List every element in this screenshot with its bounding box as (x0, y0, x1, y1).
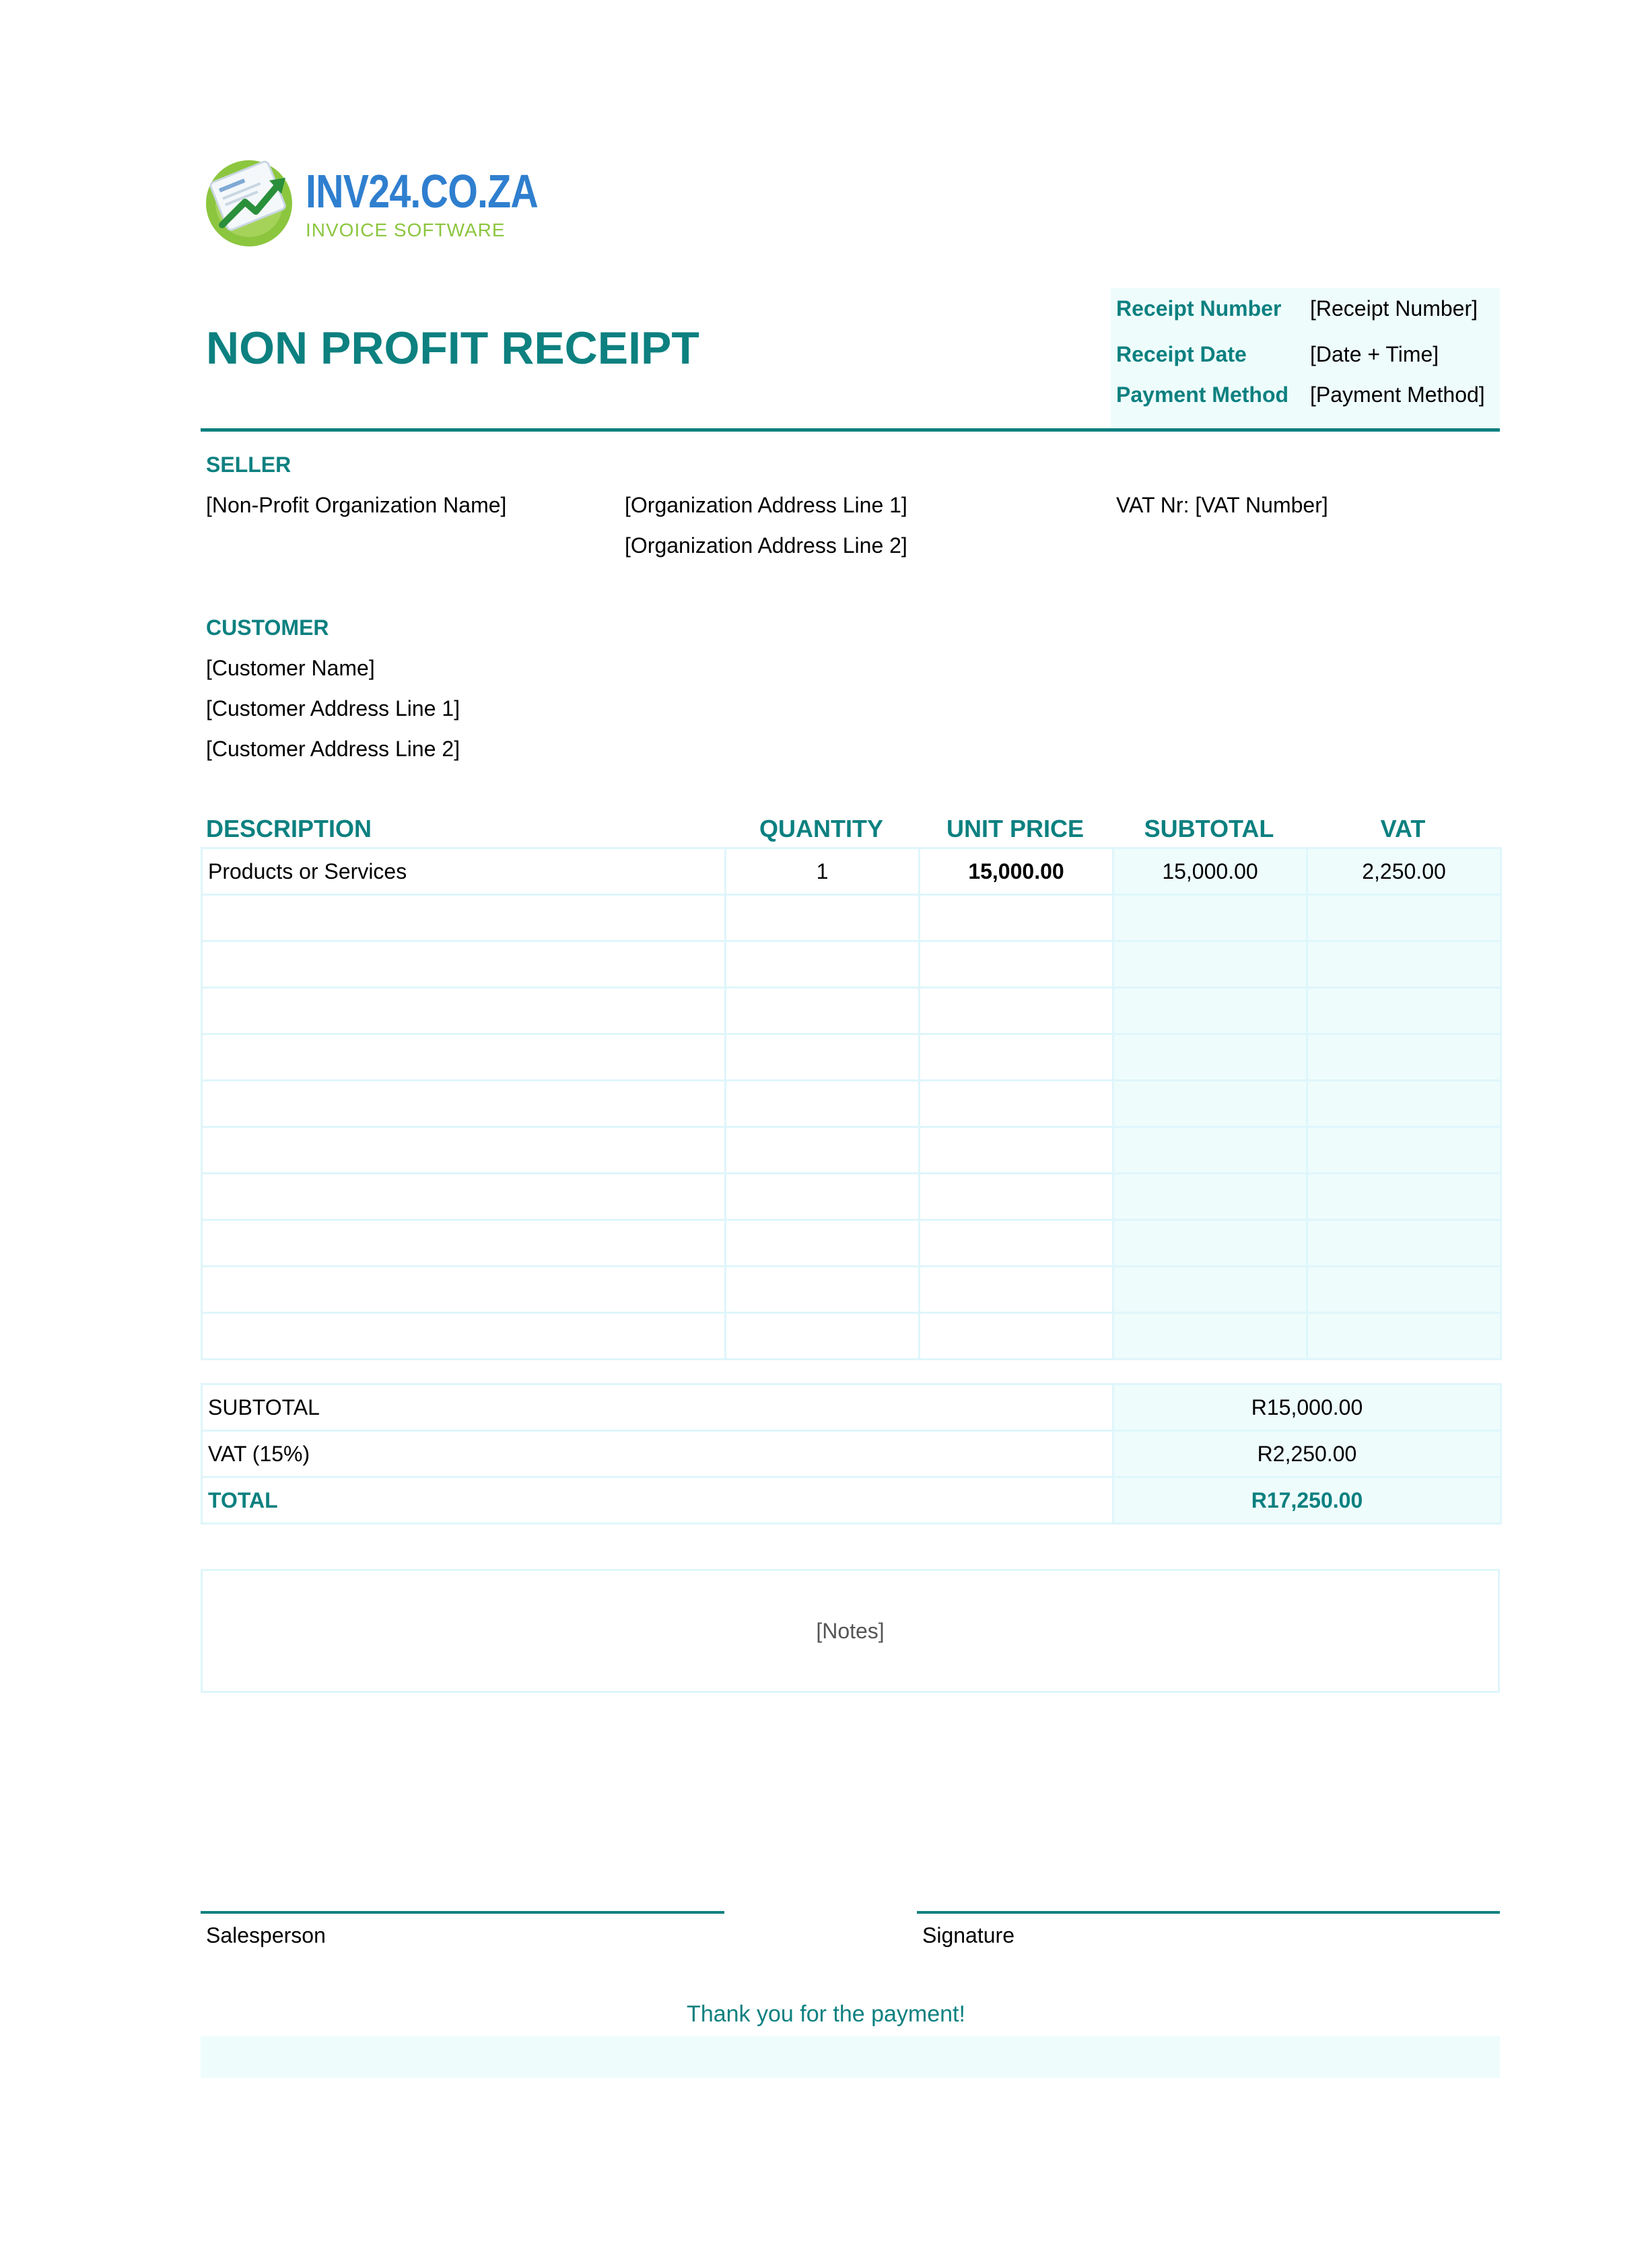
cell-subtotal: 15,000.00 (1113, 848, 1307, 895)
cell-unit-price (920, 988, 1113, 1034)
cell-subtotal (1113, 1313, 1307, 1360)
cell-unit-price (920, 1267, 1113, 1313)
cell-subtotal (1113, 988, 1307, 1034)
cell-unit-price (920, 1220, 1113, 1267)
cell-vat: 2,250.00 (1307, 848, 1501, 895)
cell-vat (1307, 1313, 1501, 1360)
logo-emblem-icon (202, 155, 296, 249)
meta-label: Receipt Number (1116, 296, 1282, 321)
total-row (202, 1477, 1501, 1524)
table-row (202, 1267, 1501, 1313)
cell-quantity (726, 1081, 920, 1127)
table-row (202, 941, 1501, 988)
cell-quantity (726, 1127, 920, 1174)
meta-value: [Receipt Number] (1310, 296, 1478, 321)
notes-text: [Notes] (816, 1618, 885, 1643)
col-header-description: DESCRIPTION (206, 815, 372, 842)
table-row (202, 895, 1501, 941)
cell-subtotal (1113, 1174, 1307, 1220)
cell-description (202, 941, 726, 988)
cell-vat (1307, 1220, 1501, 1267)
table-row (202, 988, 1501, 1034)
meta-value: [Date + Time] (1310, 342, 1439, 366)
cell-description (202, 895, 726, 941)
items-table (201, 847, 1502, 1360)
cell-subtotal (1113, 941, 1307, 988)
col-header-subtotal: SUBTOTAL (1144, 815, 1274, 842)
table-row (202, 1127, 1501, 1174)
subtotal-amount: R15,000.00 (1113, 1384, 1501, 1431)
cell-unit-price (920, 1174, 1113, 1220)
cell-description (202, 1220, 726, 1267)
seller-heading: SELLER (206, 453, 291, 477)
notes-box[interactable] (201, 1569, 1500, 1693)
cell-description (202, 1127, 726, 1174)
subtotal-row (202, 1384, 1501, 1431)
cell-subtotal (1113, 895, 1307, 941)
cell-subtotal (1113, 1081, 1307, 1127)
cell-quantity: 1 (726, 848, 920, 895)
receipt-meta-box (1111, 288, 1500, 428)
seller-address-line2: [Organization Address Line 2] (625, 533, 907, 558)
table-row (202, 1174, 1501, 1220)
cell-description: Products or Services (202, 848, 726, 895)
col-header-vat: VAT (1380, 815, 1426, 842)
cell-unit-price (920, 1081, 1113, 1127)
cell-quantity (726, 1034, 920, 1081)
cell-quantity (726, 941, 920, 988)
cell-vat (1307, 988, 1501, 1034)
cell-quantity (726, 1220, 920, 1267)
salesperson-label: Salesperson (206, 1923, 326, 1947)
cell-subtotal (1113, 1267, 1307, 1313)
cell-subtotal (1113, 1220, 1307, 1267)
cell-quantity (726, 988, 920, 1034)
logo-tagline: INVOICE SOFTWARE (306, 220, 506, 240)
cell-subtotal (1113, 1127, 1307, 1174)
page-title: NON PROFIT RECEIPT (206, 323, 699, 374)
meta-label: Receipt Date (1116, 342, 1247, 366)
salesperson-signature-line (201, 1911, 724, 1914)
cell-quantity (726, 895, 920, 941)
cell-description (202, 1081, 726, 1127)
vat-amount: R2,250.00 (1113, 1431, 1501, 1477)
cell-description (202, 1174, 726, 1220)
company-logo (202, 155, 539, 249)
customer-name: [Customer Name] (206, 656, 375, 680)
subtotal-label: SUBTOTAL (202, 1384, 1113, 1431)
footer-band (201, 2036, 1500, 2078)
seller-vat-number: VAT Nr: [VAT Number] (1116, 493, 1328, 517)
table-row (202, 1034, 1501, 1081)
meta-label: Payment Method (1116, 382, 1289, 407)
cell-description (202, 1034, 726, 1081)
cell-description (202, 988, 726, 1034)
cell-subtotal (1113, 1034, 1307, 1081)
cell-unit-price (920, 1313, 1113, 1360)
signature-line (917, 1911, 1500, 1914)
cell-vat (1307, 1081, 1501, 1127)
cell-vat (1307, 1174, 1501, 1220)
cell-vat (1307, 1267, 1501, 1313)
logo-brand-text: INV24.CO.ZA (306, 165, 539, 217)
cell-unit-price (920, 941, 1113, 988)
cell-quantity (726, 1267, 920, 1313)
cell-description (202, 1313, 726, 1360)
vat-row (202, 1431, 1501, 1477)
cell-unit-price (920, 895, 1113, 941)
total-label: TOTAL (202, 1477, 1113, 1524)
cell-quantity (726, 1313, 920, 1360)
seller-address-line1: [Organization Address Line 1] (625, 493, 907, 517)
cell-vat (1307, 1127, 1501, 1174)
cell-unit-price (920, 1127, 1113, 1174)
table-row (202, 1313, 1501, 1360)
totals-table (201, 1383, 1502, 1525)
cell-description (202, 1267, 726, 1313)
cell-vat (1307, 1034, 1501, 1081)
total-amount: R17,250.00 (1113, 1477, 1501, 1524)
cell-unit-price: 15,000.00 (920, 848, 1113, 895)
customer-heading: CUSTOMER (206, 615, 329, 640)
signature-label: Signature (922, 1923, 1014, 1947)
table-row (202, 848, 1501, 895)
col-header-unit-price: UNIT PRICE (946, 815, 1084, 842)
customer-address-line1: [Customer Address Line 1] (206, 696, 460, 721)
seller-name: [Non-Profit Organization Name] (206, 493, 507, 517)
table-row (202, 1220, 1501, 1267)
table-row (202, 1081, 1501, 1127)
vat-label: VAT (15%) (202, 1431, 1113, 1477)
header-divider (201, 428, 1500, 432)
cell-vat (1307, 895, 1501, 941)
cell-vat (1307, 941, 1501, 988)
meta-value: [Payment Method] (1310, 382, 1485, 407)
col-header-quantity: QUANTITY (759, 815, 883, 842)
thank-you-message: Thank you for the payment! (687, 2001, 965, 2027)
cell-quantity (726, 1174, 920, 1220)
cell-unit-price (920, 1034, 1113, 1081)
customer-address-line2: [Customer Address Line 2] (206, 737, 460, 761)
